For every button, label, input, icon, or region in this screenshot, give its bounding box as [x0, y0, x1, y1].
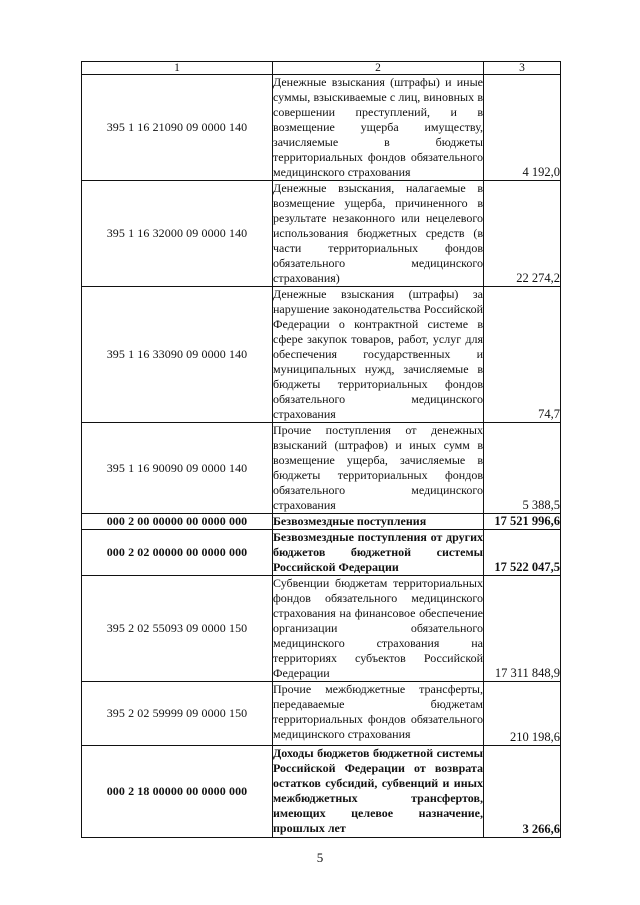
table-row [82, 514, 561, 530]
row-code: 000 2 18 00000 00 0000 000 [82, 746, 273, 838]
column-header-code: 1 [82, 62, 273, 75]
table-row [82, 746, 561, 838]
row-code: 395 2 02 55093 09 0000 150 [82, 576, 273, 682]
table-row [82, 576, 561, 682]
row-amount: 210 198,6 [484, 682, 561, 746]
column-header-description: 2 [273, 62, 484, 75]
row-code: 395 2 02 59999 09 0000 150 [82, 682, 273, 746]
table-row [82, 682, 561, 746]
page-number: 5 [316, 850, 324, 865]
row-amount: 5 388,5 [484, 423, 561, 514]
table-row [82, 530, 561, 576]
row-code: 395 1 16 21090 09 0000 140 [82, 75, 273, 181]
row-description: Субвенции бюджетам территориальных фондов обязательного медицинского страхования на финансовое обеспечение организации обязательного медицинского страхования на территориях субъектов Российской Федерации [273, 576, 483, 680]
table-header-row [82, 62, 561, 75]
row-description: Денежные взыскания (штрафы) и иные суммы, взыскиваемые с лиц, виновных в совершении преступлений, и в возмещение ущерба имуществу, зачисляемые в бюджеты территориальных фондов обязательного медицинского страхования [273, 75, 483, 179]
row-amount: 17 522 047,5 [484, 530, 561, 576]
row-description: Доходы бюджетов бюджетной системы Российской Федерации от возврата остатков субсидий, субвенций и иных межбюджетных трансфертов, имеющих целевое назначение, прошлых лет [273, 746, 484, 838]
column-header-amount: 3 [484, 62, 561, 75]
row-amount: 17 521 996,6 [484, 514, 561, 530]
row-amount: 4 192,0 [484, 75, 561, 181]
row-description: Денежные взыскания, налагаемые в возмещение ущерба, причиненного в результате незаконного или нецелевого использования бюджетных средств (в части территориальных фондов обязательного медицинского страхования) [273, 181, 483, 285]
row-code: 395 1 16 32000 09 0000 140 [82, 181, 273, 287]
table-row [82, 181, 561, 287]
row-description: Прочие поступления от денежных взысканий (штрафов) и иных сумм в возмещение ущерба, зачисляемые в бюджеты территориальных фондов обязательного медицинского страхования [273, 423, 483, 512]
table-row [82, 75, 561, 181]
row-amount: 3 266,6 [484, 746, 561, 838]
revenue-table [81, 61, 561, 838]
row-code: 395 1 16 33090 09 0000 140 [82, 287, 273, 423]
row-code: 000 2 02 00000 00 0000 000 [82, 530, 273, 576]
table-row [82, 423, 561, 514]
table-row [82, 287, 561, 423]
row-amount: 74,7 [484, 287, 561, 423]
row-description: Безвозмездные поступления [273, 514, 484, 530]
row-description: Денежные взыскания (штрафы) за нарушение законодательства Российской Федерации о контрактной системе в сфере закупок товаров, работ, услуг для обеспечения государственных и муниципальных нужд, зачисляемые в бюджеты территориальных фондов обязательного медицинского страхования [273, 287, 483, 421]
row-description: Безвозмездные поступления от других бюджетов бюджетной системы Российской Федерации [273, 530, 483, 574]
row-amount: 22 274,2 [484, 181, 561, 287]
row-amount: 17 311 848,9 [484, 576, 561, 682]
row-code: 000 2 00 00000 00 0000 000 [82, 514, 273, 530]
row-description: Прочие межбюджетные трансферты, передаваемые бюджетам территориальных фондов обязательного медицинского страхования [273, 682, 484, 746]
row-code: 395 1 16 90090 09 0000 140 [82, 423, 273, 514]
